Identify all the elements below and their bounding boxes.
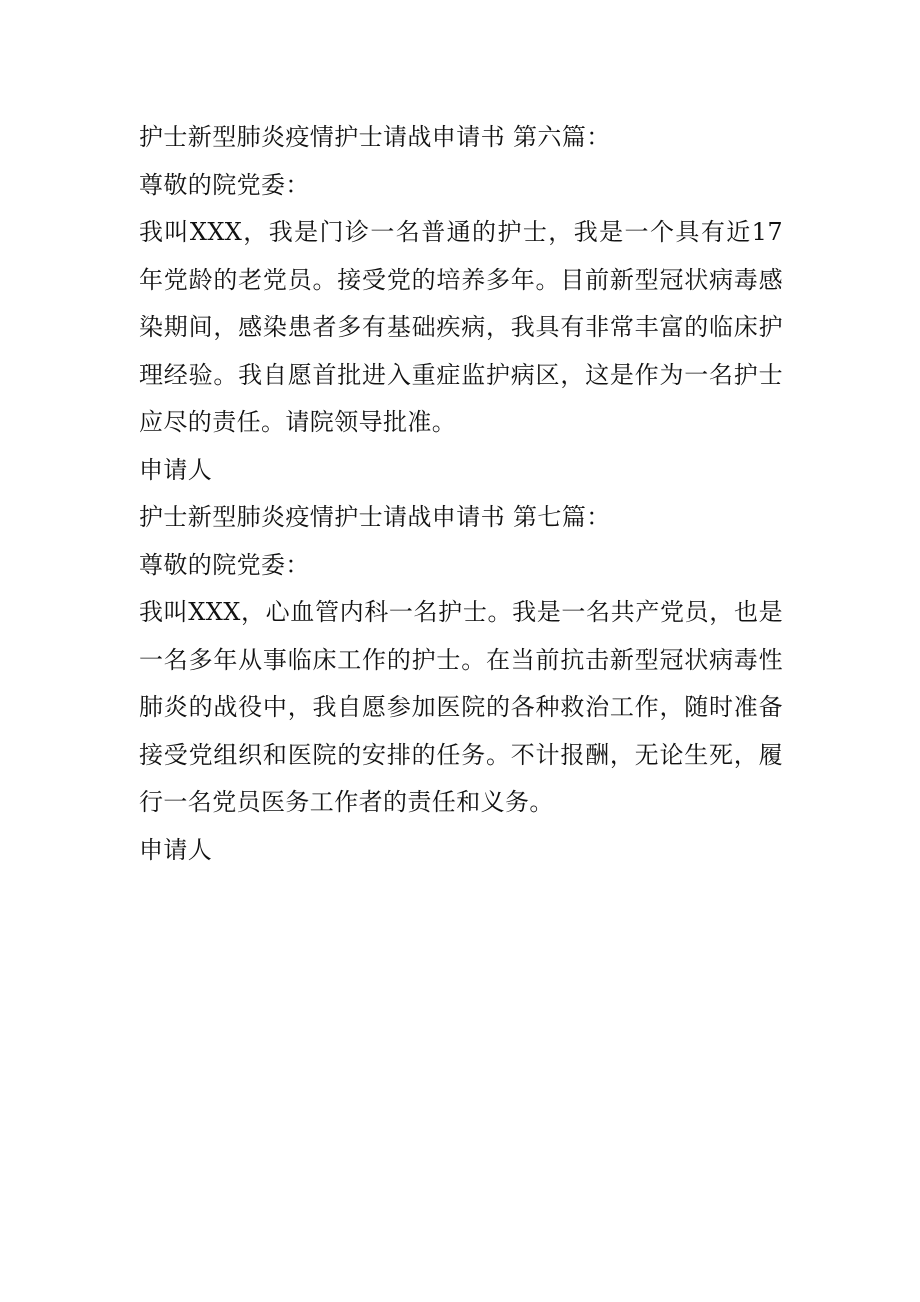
signature-label: 申请人 [139, 455, 213, 484]
section-title: 护士新型肺炎疫情护士请战申请书 第七篇： [139, 503, 611, 531]
section-title: 护士新型肺炎疫情护士请战申请书 第六篇： [139, 123, 611, 151]
salutation: 尊敬的院党委： [139, 170, 310, 199]
application-body: 我叫XXX，心血管内科一名护士。我是一名共产党员，也是一名多年从事临床工作的护士。在当前抗击新型冠状病毒性肺炎的战役中，我自愿参加医院的各种救治工作，随时准备接受党组织和医院的安排的任务。不计报酬，无论生死，履行一名党员医务工作者的责任和义务。 [139, 598, 783, 816]
application-section-6 [139, 114, 783, 494]
document-content [139, 114, 783, 874]
signature-label: 申请人 [139, 835, 213, 864]
application-body: 我叫XXX，我是门诊一名普通的护士，我是一个具有近17年党龄的老党员。接受党的培养多年。目前新型冠状病毒感染期间，感染患者多有基础疾病，我具有非常丰富的临床护理经验。我自愿首批进入重症监护病区，这是作为一名护士应尽的责任。请院领导批准。 [139, 218, 783, 436]
application-section-7 [139, 494, 783, 874]
salutation: 尊敬的院党委： [139, 550, 310, 579]
